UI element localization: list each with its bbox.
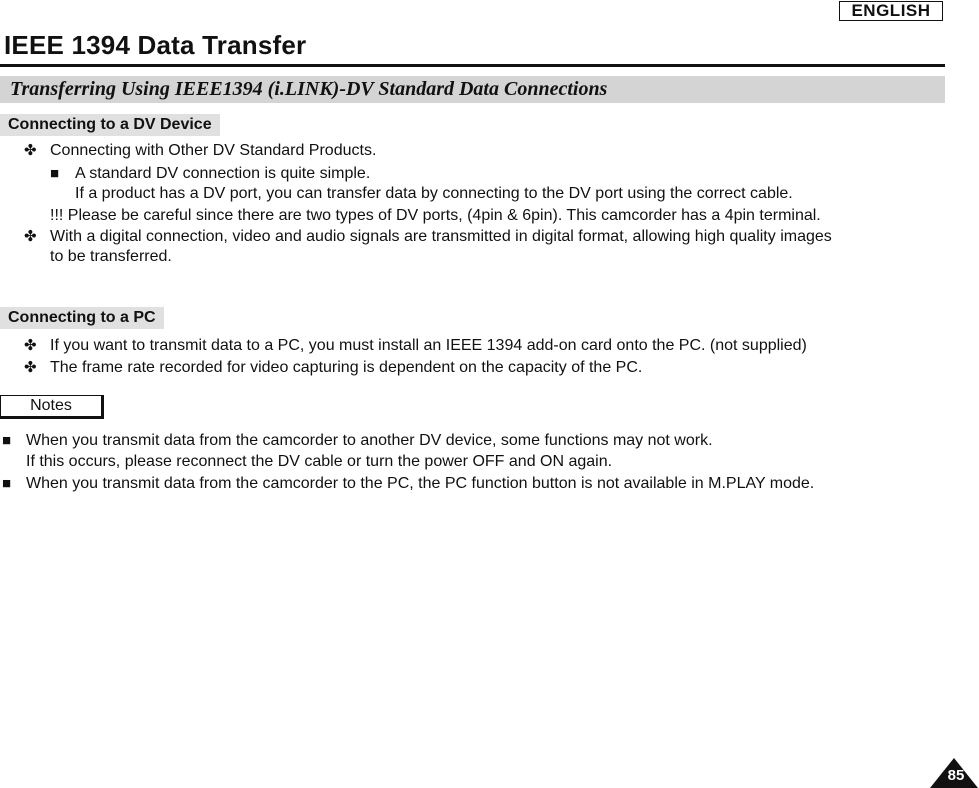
page-title: IEEE 1394 Data Transfer <box>4 30 307 60</box>
dv-warning: !!! Please be careful since there are two types of DV ports, (4pin & 6pin). This camcorder has a 4pin terminal. <box>50 207 821 224</box>
square-bullet-icon: ■ <box>2 432 12 449</box>
title-rule <box>0 64 945 67</box>
dv-sub-item-line-1: A standard DV connection is quite simple. <box>75 165 371 182</box>
dv-sub-item-line-2: If a product has a DV port, you can transfer data by connecting to the DV port using the correct cable. <box>75 185 793 202</box>
square-bullet-icon: ■ <box>2 475 12 492</box>
notes-label: Notes <box>0 395 104 419</box>
cross-bullet-icon: ✤ <box>24 337 37 354</box>
pc-item-2: The frame rate recorded for video capturing is dependent on the capacity of the PC. <box>50 359 643 376</box>
cross-bullet-icon: ✤ <box>24 228 37 245</box>
page-number: 85 <box>947 767 965 784</box>
dv-device-heading: Connecting to a DV Device <box>0 114 220 136</box>
dv-item-2-line-2: to be transferred. <box>50 248 172 265</box>
dv-item-1: Connecting with Other DV Standard Products. <box>50 142 377 159</box>
pc-item-1: If you want to transmit data to a PC, you must install an IEEE 1394 add-on card onto the PC. (not supplied) <box>50 337 807 354</box>
pc-heading: Connecting to a PC <box>0 307 164 329</box>
section-title: Transferring Using IEEE1394 (i.LINK)-DV Standard Data Connections <box>10 78 608 100</box>
note-1-line-1: When you transmit data from the camcorder to another DV device, some functions may not work. <box>26 432 713 449</box>
note-1-line-2: If this occurs, please reconnect the DV cable or turn the power OFF and ON again. <box>26 453 613 470</box>
cross-bullet-icon: ✤ <box>24 142 37 159</box>
note-2: When you transmit data from the camcorder to the PC, the PC function button is not available in M.PLAY mode. <box>26 475 815 492</box>
cross-bullet-icon: ✤ <box>24 359 37 376</box>
dv-item-2-line-1: With a digital connection, video and audio signals are transmitted in digital format, allowing high quality images <box>50 228 832 245</box>
language-badge: ENGLISH <box>839 1 943 21</box>
square-bullet-icon: ■ <box>50 165 60 182</box>
